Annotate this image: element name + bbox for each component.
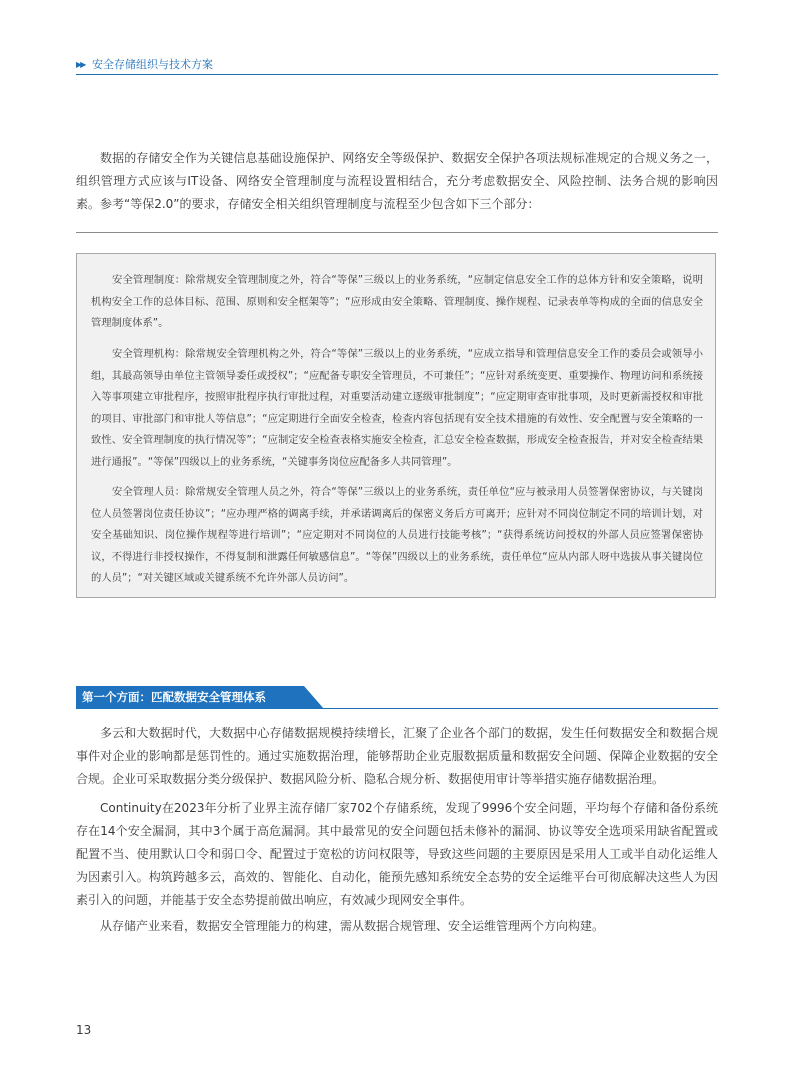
running-header bbox=[76, 58, 718, 75]
separator-rule bbox=[76, 232, 718, 233]
double-arrow-icon: ▶▶ bbox=[76, 60, 85, 69]
requirement-paragraph-organization: 安全管理机构：除常规安全管理机构之外，符合“等保”三级以上的业务系统，“应成立指导和管理信息安全工作的委员会或领导小组，其最高领导由单位主管领导委任或授权”；“应配备专职安全管理员，不可兼任”；“应针对系统变更、重要操作、物理访问和系统接入等事项建立审批程序，按照审批程序执行审批过程，对重要活动建立逐级审批制度”；“应定期审查审批事项，及时更新需授权和审批的项目、审批部门和审批人等信息”；“应定期进行全面安全检查，检查内容包括现有安全技术措施的有效性、安全配置与安全策略的一致性、安全管理制度的执行情况等”；“应制定安全检查表格实施安全检查，汇总安全检查数据，形成安全检查报告，并对安全检查结果进行通报”。“等保”四级以上的业务系统，“关键事务岗位应配备多人共同管理”。 bbox=[91, 348, 703, 468]
requirement-paragraph-personnel: 安全管理人员：除常规安全管理人员之外，符合“等保”三级以上的业务系统，责任单位“应与被录用人员签署保密协议，与关键岗位人员签署岗位责任协议”；“应办理严格的调离手续，并承诺调离后的保密义务后方可离开；应针对不同岗位制定不同的培训计划，对安全基础知识、岗位操作规程等进行培训”；“应定期对不同岗位的人员进行技能考核”；“获得系统访问授权的外部人员应签署保密协议，不得进行非授权操作，不得复制和泄露任何敏感信息”。“等保”四级以上的业务系统，责任单位“应从内部人呀中选拔从事关键岗位的人员”；“对关键区域或关键系统不允许外部人员访问”。 bbox=[91, 486, 703, 585]
requirement-paragraph-system: 安全管理制度：除常规安全管理制度之外，符合“等保”三级以上的业务系统，“应制定信息安全工作的总体方针和安全策略，说明机构安全工作的总体目标、范围、原则和安全框架等”；“应形成由安全策略、管理制度、操作规程、记录表单等构成的全面的信息安全管理制度体系”。 bbox=[91, 274, 703, 330]
body-paragraph: 从存储产业来看，数据安全管理能力的构建，需从数据合规管理、安全运维管理两个方向构建。 bbox=[100, 919, 605, 933]
section-heading: 第一个方面：匹配数据安全管理体系 bbox=[82, 690, 266, 704]
section-heading-rule bbox=[310, 708, 718, 709]
body-paragraph: 多云和大数据时代，大数据中心存储数据规模持续增长，汇聚了企业各个部门的数据，发生任何数据安全和数据合规事件对企业的影响都是惩罚性的。通过实施数据治理，能够帮助企业克服数据质量和数据安全问题、保障企业数据的安全合规。企业可采取数据分类分级保护、数据风险分析、隐私合规分析、数据使用审计等举措实施存储数据治理。 bbox=[76, 726, 718, 786]
section-heading-bar bbox=[76, 686, 326, 709]
intro-paragraph: 数据的存储安全作为关键信息基础设施保护、网络安全等级保护、数据安全保护各项法规标准规定的合规义务之一，组织管理方式应该与IT设备、网络安全管理制度与流程设置相结合，充分考虑数据安全、风险控制、法务合规的影响因素。参考“等保2.0”的要求，存储安全相关组织管理制度与流程至少包含如下三个部分： bbox=[76, 151, 718, 211]
body-paragraph: Continuity在2023年分析了业界主流存储厂家702个存储系统，发现了9996个安全问题，平均每个存储和备份系统存在14个安全漏洞，其中3个属于高危漏洞。其中最常见的安全问题包括未修补的漏洞、协议等安全选项采用缺省配置或配置不当、使用默认口令和弱口令、配置过于宽松的访问权限等，导致这些问题的主要原因是采用人工或半自动化运维人为因素引入。构筑跨越多云，高效的、智能化、自动化，能预先感知系统安全态势的安全运维平台可彻底解决这些人为因素引入的问题，并能基于安全态势提前做出响应，有效减少现网安全事件。 bbox=[76, 801, 718, 907]
requirements-box bbox=[76, 253, 716, 598]
header-rule bbox=[76, 74, 718, 75]
running-header-title: 安全存储组织与技术方案 bbox=[92, 58, 213, 71]
page-number: 13 bbox=[76, 1023, 92, 1037]
